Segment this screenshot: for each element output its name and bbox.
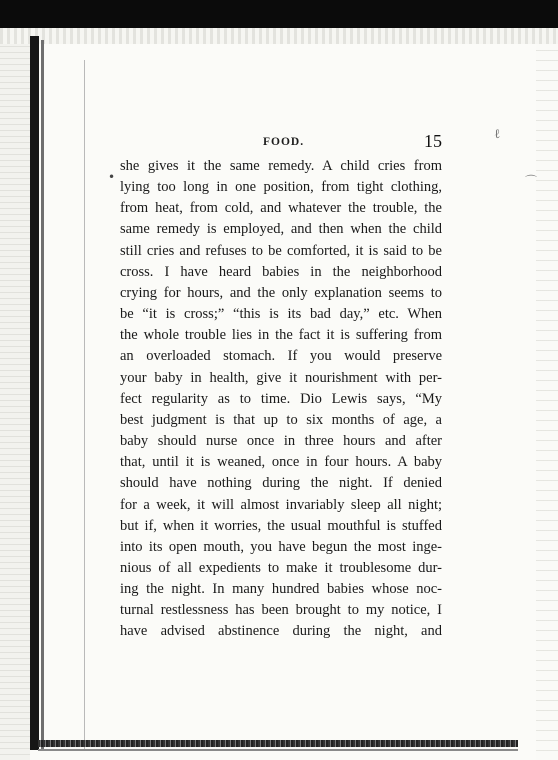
text-line: baby should nurse once in three hours and after bbox=[120, 433, 442, 450]
text-line: from heat, from cold, and whatever the trouble, the bbox=[120, 200, 442, 217]
text-line: still cries and refuses to be comforted, it is said to be bbox=[120, 242, 442, 259]
text-line: turnal restlessness has been brought to my notice, I bbox=[120, 602, 442, 619]
text-line: crying for hours, and the only explanation seems to bbox=[120, 284, 442, 301]
text-line: fect regularity as to time. Dio Lewis says, “My bbox=[120, 390, 442, 407]
text-line: lying too long in one position, from tight clothing, bbox=[120, 179, 442, 196]
page-top-edge bbox=[0, 28, 558, 44]
text-line: but if, when it worries, the usual mouthful is stuffed bbox=[120, 517, 442, 534]
text-line: be “it is cross;” “this is its bad day,” etc. When bbox=[120, 306, 442, 323]
page-header bbox=[120, 133, 442, 155]
body-text bbox=[120, 156, 442, 643]
text-line: an overloaded stomach. If you would preserve bbox=[120, 348, 442, 365]
text-line: ing the night. In many hundred babies whose noc- bbox=[120, 581, 442, 598]
text-line: same remedy is employed, and then when the child bbox=[120, 221, 442, 238]
margin-mark: ℓ bbox=[494, 127, 501, 142]
text-line: she gives it the same remedy. A child cries from bbox=[120, 158, 442, 174]
text-line: cross. I have heard babies in the neighborhood bbox=[120, 263, 442, 280]
left-margin bbox=[0, 44, 30, 760]
margin-mark: ⌒ bbox=[525, 174, 538, 188]
bottom-page-edge-shadow bbox=[38, 749, 518, 751]
text-line: best judgment is that up to six months of age, a bbox=[120, 411, 442, 428]
page-number: 15 bbox=[424, 131, 442, 151]
text-line: nious of all expedients to make it troublesome dur- bbox=[120, 559, 442, 576]
margin-mark: • bbox=[108, 170, 116, 184]
running-head: FOOD. bbox=[263, 136, 305, 148]
binding-edge bbox=[41, 40, 44, 750]
text-line: into its open mouth, you have begun the most inge- bbox=[120, 538, 442, 555]
text-line: for a week, it will almost invariably sleep all night; bbox=[120, 496, 442, 513]
text-line: have advised abstinence during the night, and bbox=[120, 623, 442, 640]
gutter-line bbox=[84, 60, 85, 750]
text-line: that, until it is weaned, once in four hours. A baby bbox=[120, 454, 442, 471]
text-line: your baby in health, give it nourishment with per- bbox=[120, 369, 442, 386]
text-line: the whole trouble lies in the fact it is suffering from bbox=[120, 327, 442, 344]
binding-shadow bbox=[30, 36, 39, 750]
right-margin bbox=[536, 44, 558, 760]
scan-top-band bbox=[0, 0, 558, 28]
bottom-page-edge bbox=[38, 740, 518, 747]
text-line: should have nothing during the night. If denied bbox=[120, 475, 442, 492]
